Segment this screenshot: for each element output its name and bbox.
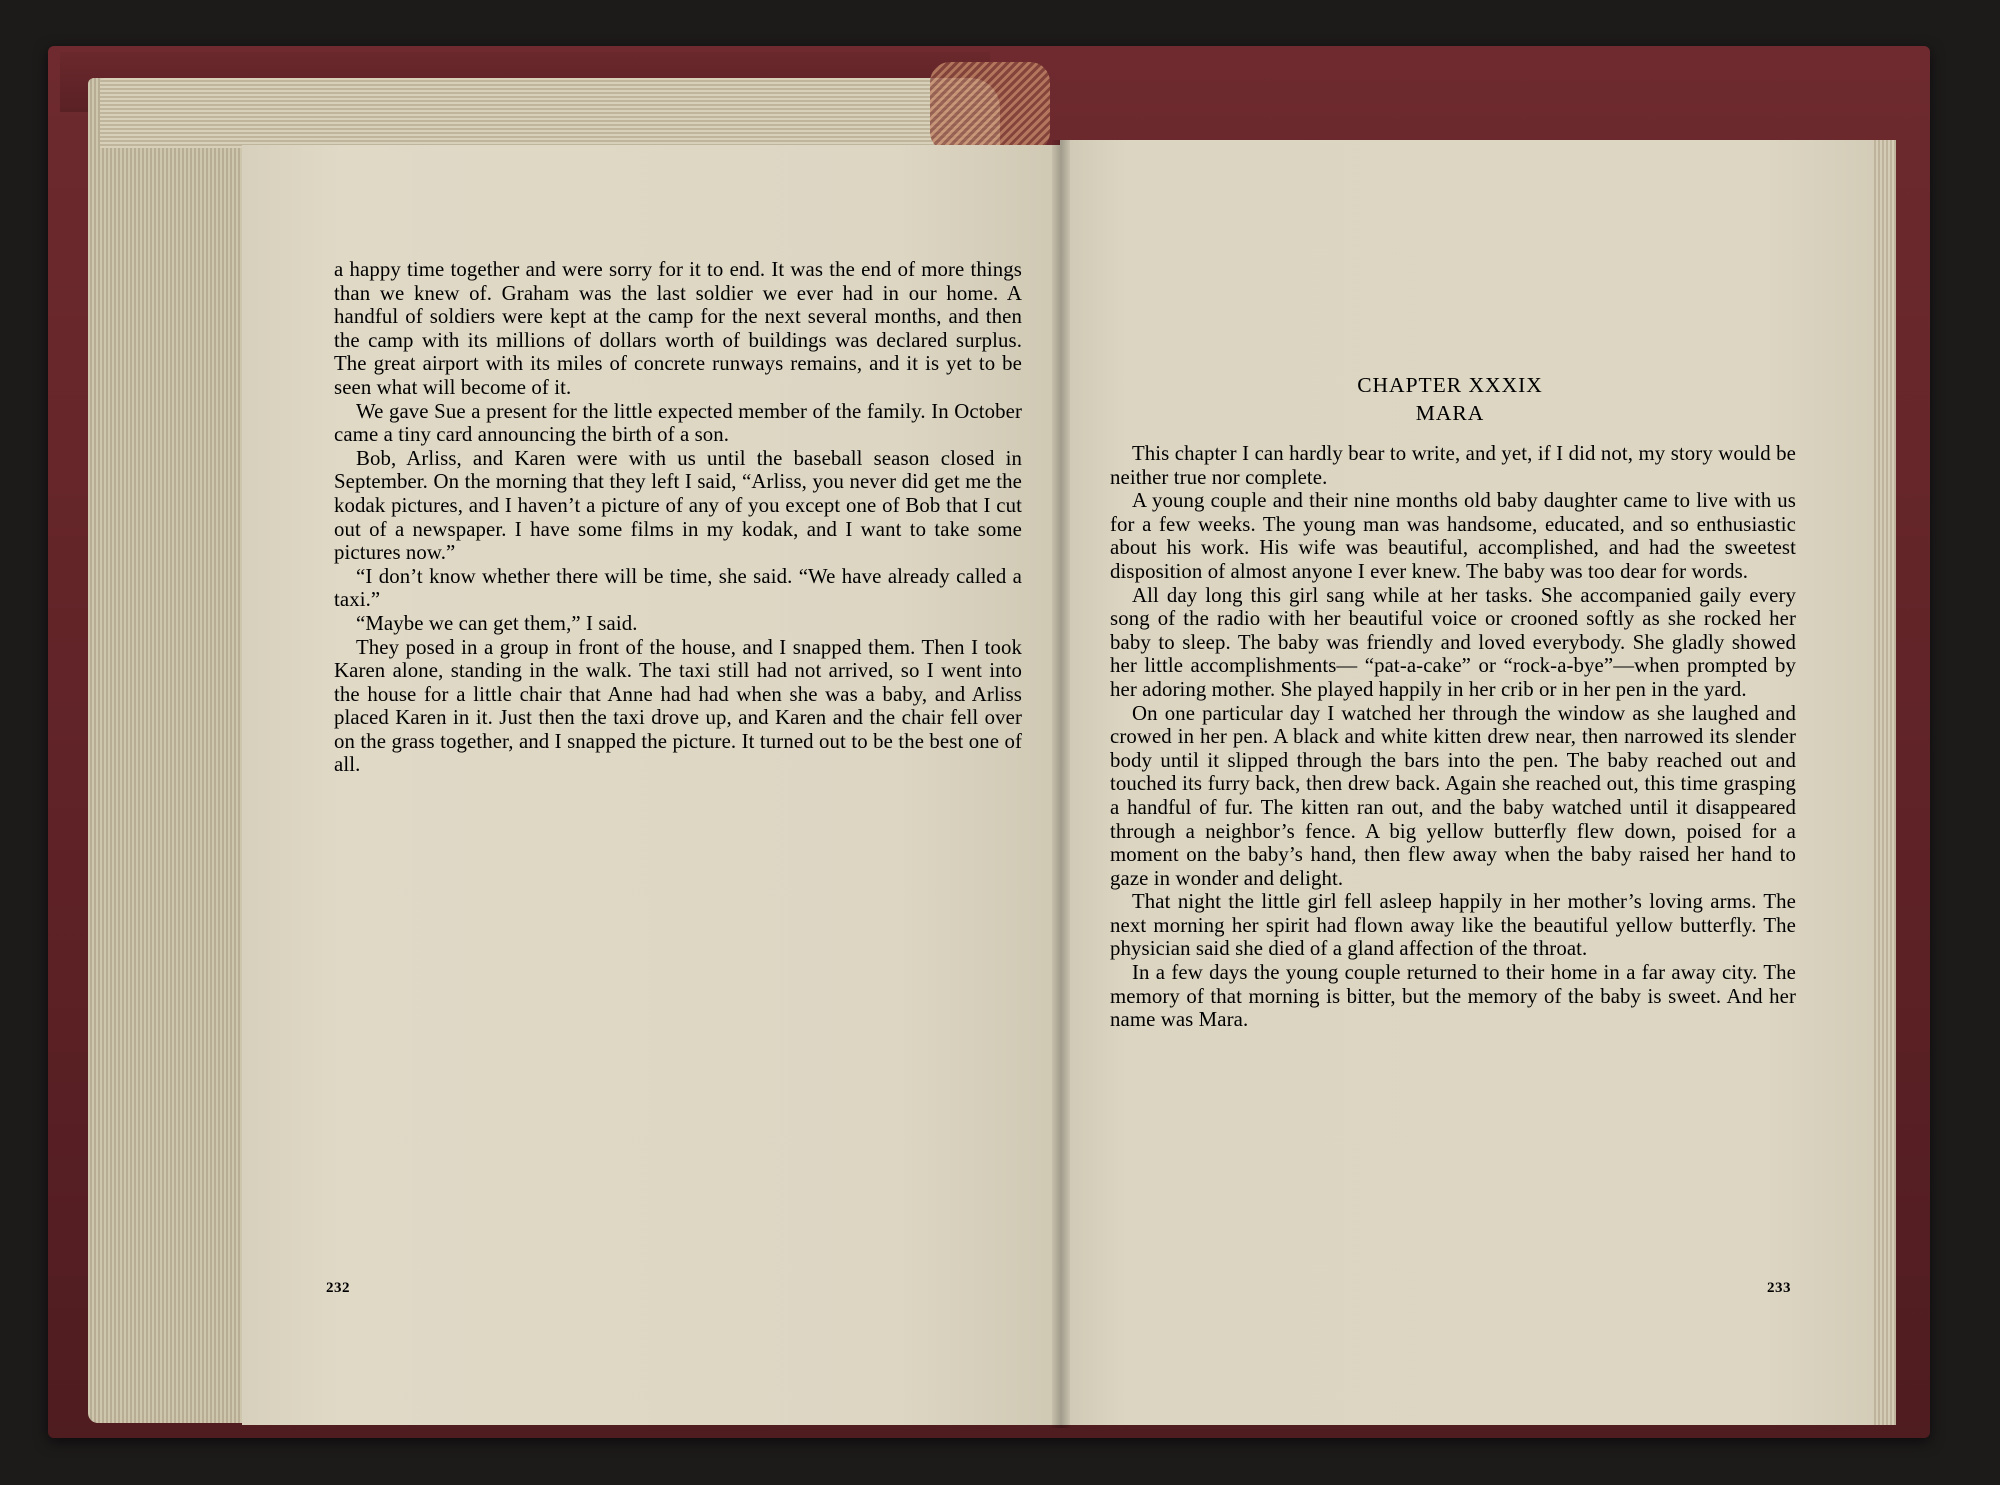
right-paragraph: In a few days the young couple returned to their home in a far away city. The memory of that morning is bitter, but the memory of the baby is sweet. And her name was Mara. — [1110, 961, 1796, 1032]
right-paragraph: That night the little girl fell asleep happily in her mother’s loving arms. The next morning her spirit had flown away like the beautiful yellow butterfly. The physician said she died of a gland affection of the throat. — [1110, 890, 1796, 961]
chapter-title: MARA — [1415, 401, 1485, 425]
page-number-right: 233 — [1767, 1280, 1791, 1296]
left-paragraph: a happy time together and were sorry for it to end. It was the end of more things than we knew of. Graham was the last soldier we ever had in our home. A handful of soldiers were kept at the camp for the next several months, and then the camp with its millions of dollars worth of buildings was declared surplus. The great airport with its miles of concrete runways remains, and it is yet to be seen what will become of it. — [334, 258, 1022, 399]
left-paragraph: We gave Sue a present for the little expected member of the family. In October came a tiny card announcing the birth of a son. — [334, 399, 1022, 447]
left-paragraph: “I don’t know whether there will be time, she said. “We have already called a taxi.” — [334, 564, 1022, 612]
page-stack-left — [88, 78, 258, 1423]
right-paragraph: A young couple and their nine months old baby daughter came to live with us for a few weeks. The young man was handsome, educated, and so enthusiastic about his work. His wife was beautiful, accomplished, and had the sweetest disposition of almost anyone I ever knew. The baby was too dear for words. — [1110, 489, 1796, 583]
right-page-body — [1110, 442, 1796, 1032]
right-paragraph: All day long this girl sang while at her tasks. She accompanied gaily every song of the radio with her beautiful voice or crooned softly as she rocked her baby to sleep. The baby was friendly and loved everybody. She gladly showed her little accomplishments— “pat-a-cake” or “rock-a-bye”—when prompted by her adoring mother. She played happily in her crib or in her pen in the yard. — [1110, 583, 1796, 701]
page-stack-right — [1872, 140, 1896, 1425]
right-paragraph: This chapter I can hardly bear to write, and yet, if I did not, my story would be neither true nor complete. — [1110, 442, 1796, 489]
frayed-spine — [930, 62, 1050, 152]
chapter-heading: CHAPTER XXXIX — [1357, 373, 1543, 397]
right-paragraph: On one particular day I watched her through the window as she laughed and crowed in her pen. A black and white kitten drew near, then narrowed its slender body until it slipped through the bars into the pen. The baby reached out and touched its furry back, then drew back. Again she reached out, this time grasping a handful of fur. The kitten ran out, and the baby watched until it disappeared through a neighbor’s fence. A big yellow butterfly flew down, poised for a moment on the baby’s hand, then flew away when the baby raised her hand to gaze in wonder and delight. — [1110, 701, 1796, 890]
left-paragraph: Bob, Arliss, and Karen were with us until the baseball season closed in September. On the morning that they left I said, “Arliss, you never did get me the kodak pictures, and I haven’t a picture of any of you except one of Bob that I cut out of a newspaper. I have some films in my kodak, and I want to take some pictures now.” — [334, 446, 1022, 565]
page-stack-top — [100, 78, 1000, 148]
book-gutter — [1052, 140, 1070, 1428]
page-number-left: 232 — [326, 1280, 350, 1296]
left-paragraph: They posed in a group in front of the house, and I snapped them. Then I took Karen alone, standing in the walk. The taxi still had not arrived, so I went into the house for a little chair that Anne had had when she was a baby, and Arliss placed Karen in it. Just then the taxi drove up, and Karen and the chair fell over on the grass together, and I snapped the picture. It turned out to be the best one of all. — [334, 635, 1022, 777]
left-page-body — [334, 258, 1022, 777]
left-paragraph: “Maybe we can get them,” I said. — [356, 611, 638, 635]
